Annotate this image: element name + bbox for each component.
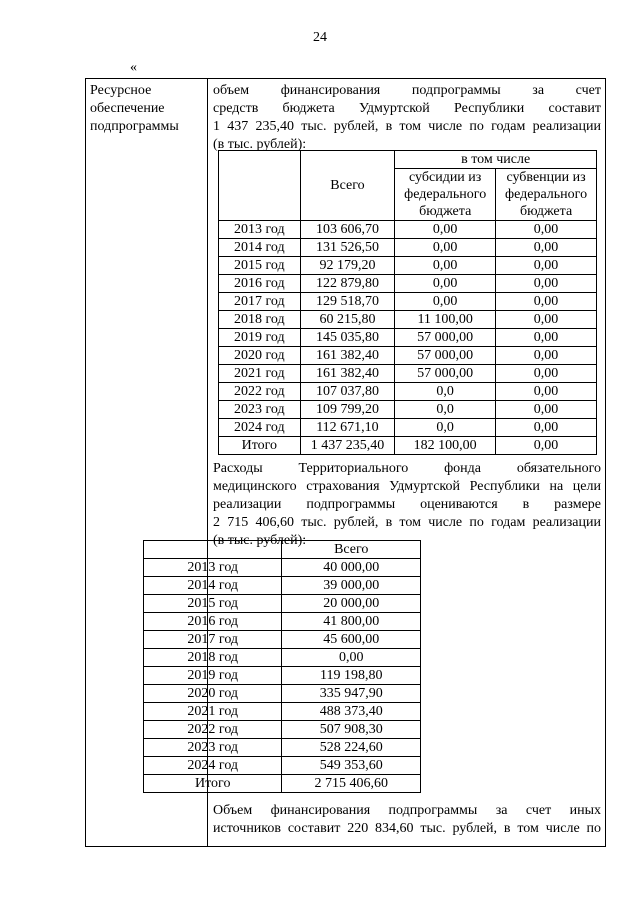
value-cell: 20 000,00 [282,595,421,613]
table-row [144,739,421,757]
value-cell: 39 000,00 [282,577,421,595]
value-cell: 0,00 [496,293,597,311]
value-cell: 549 353,60 [282,757,421,775]
value-cell: 103 606,70 [300,221,395,239]
total-header: Всего [300,151,395,221]
table-row [144,613,421,631]
table-row [144,703,421,721]
tfoms-table [143,540,421,793]
value-cell: 0,00 [496,329,597,347]
table-row [219,293,597,311]
value-cell: 1 437 235,40 [300,437,395,455]
year-cell: 2019 год [144,667,282,685]
paragraph-line: 1 437 235,40 тыс. рублей, в том числе по годам реализации [213,119,601,134]
year-cell: 2017 год [144,631,282,649]
year-header-cell [219,151,301,221]
table-row [219,437,597,455]
table-row [219,365,597,383]
paragraph-line: медицинского страхования Удмуртской Республики на цели [213,479,601,494]
value-cell: 129 518,70 [300,293,395,311]
value-cell: 0,00 [496,437,597,455]
page-number: 24 [313,30,327,45]
value-cell: 57 000,00 [395,347,496,365]
paragraph-line: (в тыс. рублей): [213,533,307,548]
tfoms-paragraph [213,460,601,550]
total-header: Всего [282,541,421,559]
table-row [144,685,421,703]
value-cell: 0,00 [496,257,597,275]
section-label-line: подпрограммы [90,119,179,134]
table-row [219,329,597,347]
paragraph-line: средств бюджета Удмуртской Республики составит [213,101,601,116]
year-cell: Итого [144,775,282,793]
value-cell: 109 799,20 [300,401,395,419]
table-row [144,667,421,685]
tfoms-table-body [144,559,421,793]
year-header-cell [144,541,282,559]
table-row [144,721,421,739]
value-cell: 0,0 [395,401,496,419]
year-cell: 2024 год [144,757,282,775]
value-cell: 0,00 [496,401,597,419]
paragraph-line: Объем финансирования подпрограммы за счет иных [213,803,601,818]
table-row [144,757,421,775]
year-cell: 2016 год [144,613,282,631]
value-cell: 57 000,00 [395,329,496,347]
budget-paragraph [213,82,601,154]
paragraph-line: источников составит 220 834,60 тыс. рублей, в том числе по [213,821,601,836]
year-cell: 2019 год [219,329,301,347]
table-row [219,311,597,329]
value-cell: 0,00 [395,275,496,293]
table-row [219,401,597,419]
value-cell: 488 373,40 [282,703,421,721]
value-cell: 131 526,50 [300,239,395,257]
year-cell: 2016 год [219,275,301,293]
year-cell: Итого [219,437,301,455]
section-label-line: обеспечение [90,101,165,116]
value-cell: 122 879,80 [300,275,395,293]
table-row [219,239,597,257]
table-row [144,649,421,667]
subsidies-header: субсидии из федерального бюджета [395,169,496,221]
year-cell: 2014 год [219,239,301,257]
table-row [144,775,421,793]
section-label [90,82,204,136]
table-row [144,631,421,649]
value-cell: 0,00 [496,347,597,365]
value-cell: 0,00 [395,293,496,311]
value-cell: 182 100,00 [395,437,496,455]
year-cell: 2024 год [219,419,301,437]
year-cell: 2020 год [144,685,282,703]
paragraph-line: Расходы Территориального фонда обязательного [213,461,601,476]
year-cell: 2018 год [144,649,282,667]
paragraph-line: 2 715 406,60 тыс. рублей, в том числе по годам реализации [213,515,601,530]
table-row [219,383,597,401]
budget-table-body [219,221,597,455]
passport-table [85,78,606,847]
year-cell: 2017 год [219,293,301,311]
value-cell: 45 600,00 [282,631,421,649]
value-cell: 335 947,90 [282,685,421,703]
value-cell: 528 224,60 [282,739,421,757]
value-cell: 60 215,80 [300,311,395,329]
year-cell: 2020 год [219,347,301,365]
value-cell: 0,00 [496,221,597,239]
table-row [144,559,421,577]
value-cell: 161 382,40 [300,365,395,383]
table-row [144,595,421,613]
table-row [219,419,597,437]
year-cell: 2015 год [219,257,301,275]
value-cell: 2 715 406,60 [282,775,421,793]
value-cell: 0,00 [395,221,496,239]
value-cell: 161 382,40 [300,347,395,365]
year-cell: 2014 год [144,577,282,595]
table-row [144,577,421,595]
subventions-header: субвенции из федерального бюджета [496,169,597,221]
year-cell: 2023 год [219,401,301,419]
value-cell: 0,00 [395,257,496,275]
budget-table [218,150,597,455]
table-row [219,275,597,293]
value-cell: 11 100,00 [395,311,496,329]
value-cell: 507 908,30 [282,721,421,739]
including-header: в том числе [395,151,597,169]
section-label-line: Ресурсное [90,83,152,98]
year-cell: 2013 год [219,221,301,239]
paragraph-line: реализации подпрограммы оцениваются в размере [213,497,601,512]
value-cell: 0,00 [496,365,597,383]
year-cell: 2015 год [144,595,282,613]
year-cell: 2021 год [219,365,301,383]
opening-quote: « [130,60,137,75]
value-cell: 0,00 [496,311,597,329]
value-cell: 0,00 [282,649,421,667]
value-cell: 40 000,00 [282,559,421,577]
value-cell: 57 000,00 [395,365,496,383]
value-cell: 41 800,00 [282,613,421,631]
value-cell: 92 179,20 [300,257,395,275]
year-cell: 2023 год [144,739,282,757]
paragraph-line: (в тыс. рублей): [213,137,307,152]
year-cell: 2022 год [219,383,301,401]
table-row [219,221,597,239]
other-sources-paragraph [213,802,601,838]
value-cell: 145 035,80 [300,329,395,347]
value-cell: 0,00 [496,419,597,437]
value-cell: 0,0 [395,383,496,401]
value-cell: 119 198,80 [282,667,421,685]
paragraph-line: объем финансирования подпрограммы за счет [213,83,601,98]
year-cell: 2018 год [219,311,301,329]
year-cell: 2022 год [144,721,282,739]
value-cell: 112 671,10 [300,419,395,437]
value-cell: 0,00 [395,239,496,257]
year-cell: 2021 год [144,703,282,721]
value-cell: 0,0 [395,419,496,437]
value-cell: 0,00 [496,275,597,293]
year-cell: 2013 год [144,559,282,577]
table-row [219,347,597,365]
value-cell: 0,00 [496,383,597,401]
value-cell: 0,00 [496,239,597,257]
value-cell: 107 037,80 [300,383,395,401]
table-row [219,257,597,275]
